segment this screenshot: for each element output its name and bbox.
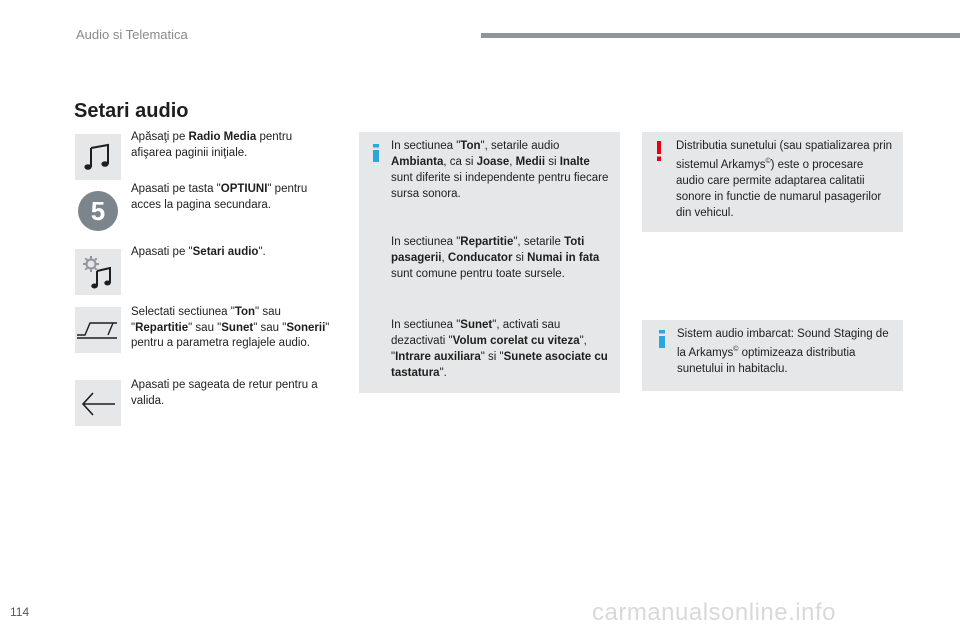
info-paragraph-sunet: In sectiunea "Sunet", activati sau dezactivati "Volum corelat cu viteza", "Intrare auxiliara" si "Sunete asociate cu tastatura". bbox=[391, 319, 608, 379]
info-icon bbox=[656, 330, 668, 348]
chapter-number-badge: 5 bbox=[78, 191, 118, 231]
watermark: carmanualsonline.info bbox=[592, 599, 836, 626]
settings-icon-tile bbox=[75, 249, 121, 295]
exclamation-icon bbox=[654, 141, 664, 161]
warning-panel bbox=[642, 132, 903, 232]
tab-icon bbox=[75, 307, 121, 353]
media-icon-tile bbox=[75, 134, 121, 180]
info-panel bbox=[359, 132, 620, 393]
back-icon-tile bbox=[75, 380, 121, 426]
page-title: Setari audio bbox=[74, 100, 189, 122]
note-panel bbox=[642, 320, 903, 391]
note-text: Sistem audio imbarcat: Sound Staging de la Arkamys© optimizeaza distributia sunetului in habitaclu. bbox=[677, 328, 889, 375]
tab-icon-tile bbox=[75, 307, 121, 353]
warning-text: Distributia sunetului (sau spatializarea prin sistemul Arkamys©) este o procesare audio care permite adaptarea calitatii sonore in functie de numarul pasagerilor din vehicul. bbox=[676, 140, 893, 219]
info-icon bbox=[370, 144, 382, 162]
info-paragraph-repartitie: In sectiunea "Repartitie", setarile Toti pasagerii, Conducator si Numai in fata sunt comune pentru toate sursele. bbox=[391, 236, 600, 280]
gear-music-note-icon bbox=[75, 249, 121, 295]
header-bar bbox=[481, 33, 960, 38]
step-audio-settings: Apasati pe "Setari audio". bbox=[131, 246, 266, 258]
back-arrow-icon bbox=[75, 380, 121, 426]
step-select-section: Selectati sectiunea "Ton" sau "Repartitie" sau "Sunet" sau "Sonerii" pentru a parametra reglajele audio. bbox=[131, 306, 330, 349]
step-radio-media: Apăsaţi pe Radio Media pentru afişarea paginii iniţiale. bbox=[131, 131, 293, 159]
step-validate: Apasati pe sageata de retur pentru a valida. bbox=[131, 379, 318, 407]
step-options: Apasati pe tasta "OPTIUNI" pentru acces la pagina secundara. bbox=[131, 183, 308, 211]
running-header: Audio si Telematica bbox=[76, 27, 188, 42]
info-paragraph-ton: In sectiunea "Ton", setarile audio Ambianta, ca si Joase, Medii si Inalte sunt diferite si independente pentru fiecare sursa sonora. bbox=[391, 140, 609, 200]
page-number: 114 bbox=[10, 605, 30, 619]
music-note-icon bbox=[75, 134, 121, 180]
